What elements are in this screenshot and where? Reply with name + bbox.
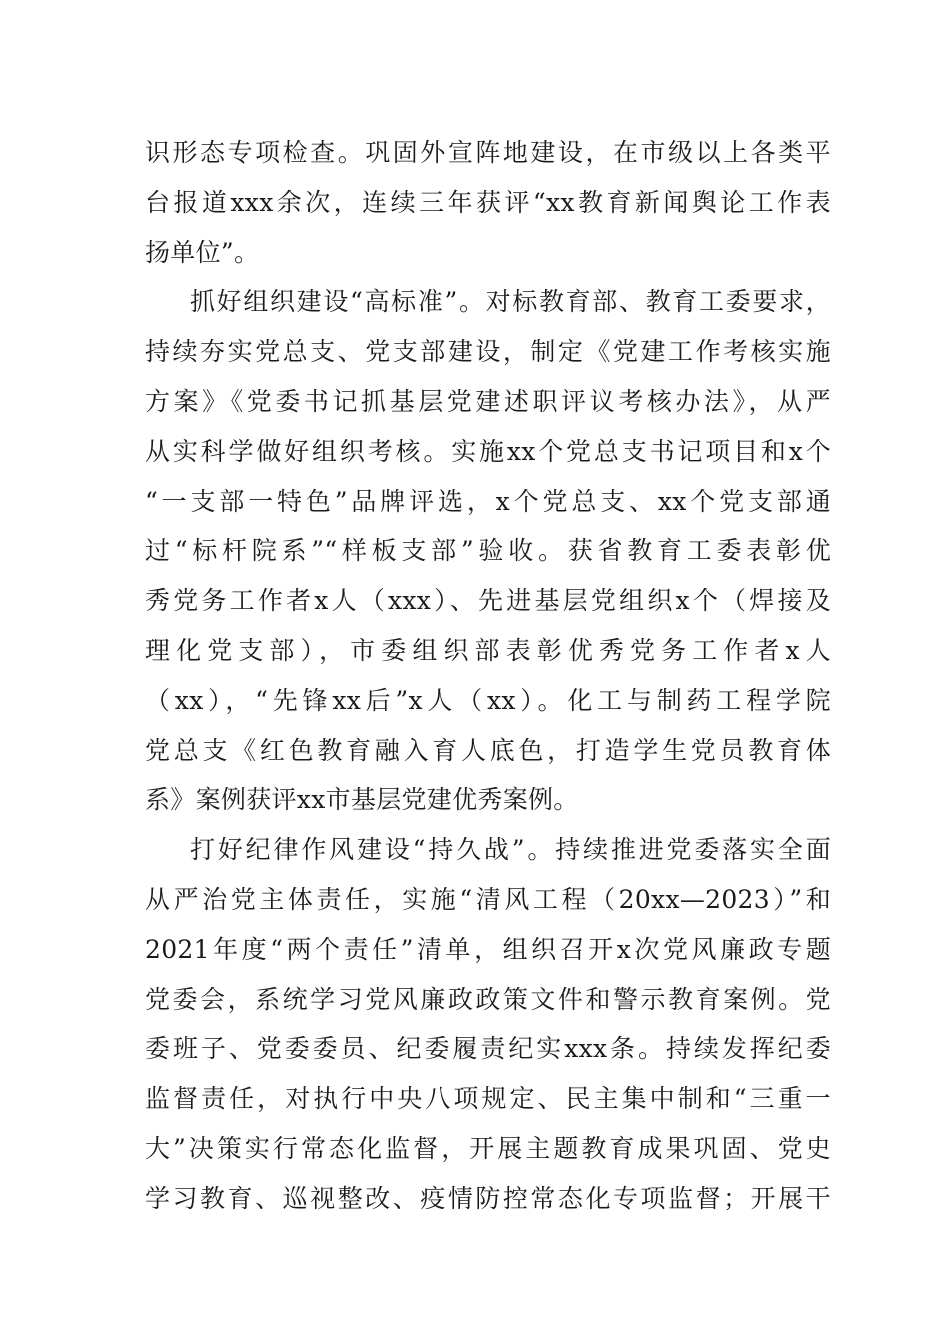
text-line: 过“标杆院系”“样板支部”验收。获省教育工委表彰优 <box>145 536 831 566</box>
text-line: 秀党务工作者x人（xxx）、先进基层党组织x个（焊接及 <box>145 586 831 616</box>
text-line: 从严治党主体责任，实施“清风工程（20xx—2023）”和 <box>145 884 831 914</box>
text-line: 从实科学做好组织考核。实施xx个党总支书记项目和x个 <box>145 436 831 466</box>
text-line: 委班子、党委委员、纪委履责纪实xxx条。持续发挥纪委 <box>145 1034 831 1064</box>
text-line: 党总支《红色教育融入育人底色，打造学生党员教育体 <box>145 735 831 765</box>
text-line: “一支部一特色”品牌评选，x个党总支、xx个党支部通 <box>145 486 831 516</box>
text-line: 方案》《党委书记抓基层党建述职评议考核办法》，从严 <box>145 386 831 416</box>
text-line: （xx），“先锋xx后”x人（xx）。化工与制药工程学院 <box>145 685 831 715</box>
paragraph-publicity-continuation <box>145 128 831 277</box>
paragraph-organization-building <box>145 277 831 825</box>
text-line: 大”决策实行常态化监督，开展主题教育成果巩固、党史 <box>145 1133 831 1163</box>
paragraph-discipline-style <box>145 825 831 1223</box>
text-line: 打好纪律作风建设“持久战”。持续推进党委落实全面 <box>190 835 831 865</box>
text-line: 学习教育、巡视整改、疫情防控常态化专项监督；开展干 <box>145 1183 831 1213</box>
text-line: 识形态专项检查。巩固外宣阵地建设，在市级以上各类平 <box>145 138 831 167</box>
text-line: 台报道xxx余次，连续三年获评“xx教育新闻舆论工作表 <box>145 187 831 217</box>
document-page <box>145 128 831 1224</box>
text-line: 理化党支部），市委组织部表彰优秀党务工作者x人 <box>145 635 831 665</box>
text-line: 系》案例获评xx市基层党建优秀案例。 <box>145 785 579 815</box>
text-line: 扬单位”。 <box>145 237 260 267</box>
text-line: 2021年度“两个责任”清单，组织召开x次党风廉政专题 <box>145 934 831 964</box>
text-line: 党委会，系统学习党风廉政政策文件和警示教育案例。党 <box>145 984 831 1014</box>
text-line: 持续夯实党总支、党支部建设，制定《党建工作考核实施 <box>145 337 831 367</box>
text-line: 抓好组织建设“高标准”。对标教育部、教育工委要求， <box>190 287 831 317</box>
text-line: 监督责任，对执行中央八项规定、民主集中制和“三重一 <box>145 1084 831 1114</box>
